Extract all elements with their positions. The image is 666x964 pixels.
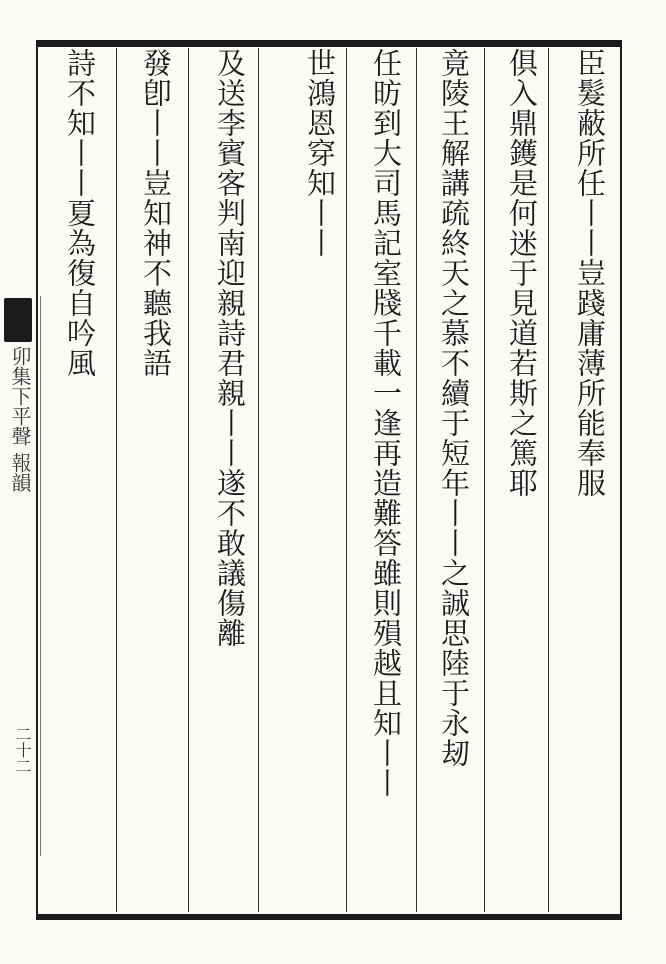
column-rule xyxy=(116,48,117,912)
spine-title: 卯集下平聲 報韻 xyxy=(8,346,32,493)
text-column: 竟陵王解講疏終天之慕不續于短年丨丨之誠思陸于永刼 xyxy=(437,48,471,768)
text-column: 及送李賓客判南迎親詩君親丨丨遂不敢議傷離 xyxy=(213,48,247,648)
text-column: 發卽丨丨豈知神不聽我語 xyxy=(139,48,173,378)
text-column: 俱入鼎鑊是何迷于見道若斯之篤耶 xyxy=(505,48,539,498)
text-column: 臣髮蔽所任丨丨豈踐庸薄所能奉服 xyxy=(573,48,607,498)
text-column: 任昉到大司馬記室牋千載一逢再造難答雖則殞越且知丨丨 xyxy=(369,48,403,798)
column-rule xyxy=(188,48,189,912)
column-rule xyxy=(484,48,485,912)
column-rule xyxy=(346,48,347,912)
column-rule xyxy=(416,48,417,912)
column-rule xyxy=(548,48,549,912)
spine-page-number: 二十二 xyxy=(13,726,32,774)
text-column: 世鴻恩穿知丨丨 xyxy=(303,48,337,258)
column-rule xyxy=(258,48,259,912)
bottom-border-band xyxy=(36,914,622,920)
fishtail-mark-icon xyxy=(4,298,32,342)
text-column: 詩不知丨丨夏為復自吟風 xyxy=(63,48,97,378)
